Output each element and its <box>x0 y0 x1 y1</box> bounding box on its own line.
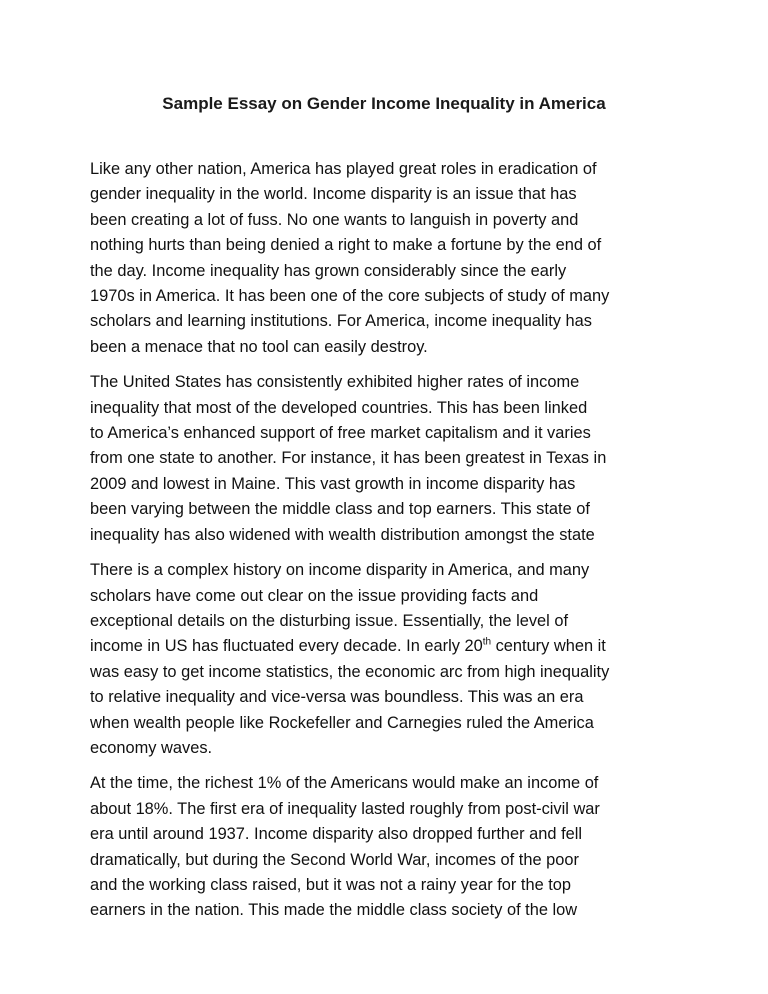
text-line: 1970s in America. It has been one of the core subjects of study of many <box>90 287 610 306</box>
text-line: when wealth people like Rockefeller and Carnegies ruled the America <box>90 713 594 732</box>
text-line: Like any other nation, America has played great roles in eradication of <box>90 160 597 178</box>
text-line: inequality has also widened with wealth distribution amongst the state <box>90 525 595 544</box>
text-line: been a menace that no tool can easily destroy. <box>90 337 428 356</box>
text-line: was easy to get income statistics, the economic arc from high inequality <box>90 662 610 681</box>
text-line: to America’s enhanced support of free market capitalism and it varies <box>90 424 591 443</box>
text-line: been varying between the middle class and top earners. This state of <box>90 500 590 519</box>
paragraph-1 <box>90 157 690 360</box>
text-line: dramatically, but during the Second World War, incomes of the poor <box>90 850 579 869</box>
text-line: era until around 1937. Income disparity also dropped further and fell <box>90 825 583 844</box>
paragraph-4 <box>90 771 690 923</box>
text-line: The United States has consistently exhibited higher rates of income <box>90 373 580 392</box>
paragraph-2 <box>90 370 690 548</box>
text-line: economy waves. <box>90 738 213 757</box>
text-line: the day. Income inequality has grown considerably since the early <box>90 261 567 280</box>
text-line: from one state to another. For instance, it has been greatest in Texas in <box>90 449 607 468</box>
text-line: exceptional details on the disturbing issue. Essentially, the level of <box>90 611 569 630</box>
text-line: about 18%. The first era of inequality lasted roughly from post-civil war <box>90 799 600 818</box>
text-line: 2009 and lowest in Maine. This vast growth in income disparity has <box>90 474 576 493</box>
text-line: nothing hurts than being denied a right to make a fortune by the end of <box>90 236 602 255</box>
text-line: to relative inequality and vice-versa was boundless. This was an era <box>90 688 584 707</box>
paragraph-3 <box>90 558 690 761</box>
ordinal-superscript: th <box>482 636 492 648</box>
essay-body <box>90 157 690 934</box>
text-line-with-superscript <box>90 634 690 659</box>
essay-title: Sample Essay on Gender Income Inequality in America <box>162 94 606 113</box>
text-line: been creating a lot of fuss. No one wants to languish in poverty and <box>90 210 579 229</box>
text-fragment: income in US has fluctuated every decade. In early 20 <box>90 637 483 656</box>
text-line: scholars and learning institutions. For America, income inequality has <box>90 312 592 331</box>
text-line: At the time, the richest 1% of the Americans would make an income of <box>90 774 599 793</box>
text-line: and the working class raised, but it was not a rainy year for the top <box>90 875 572 894</box>
text-line: earners in the nation. This made the middle class society of the low <box>90 901 578 920</box>
text-fragment: century when it <box>491 637 606 656</box>
text-line: There is a complex history on income disparity in America, and many <box>90 561 590 580</box>
text-line: inequality that most of the developed countries. This has been linked <box>90 398 588 417</box>
text-line: gender inequality in the world. Income disparity is an issue that has <box>90 185 577 204</box>
text-line: scholars have come out clear on the issue providing facts and <box>90 586 539 605</box>
